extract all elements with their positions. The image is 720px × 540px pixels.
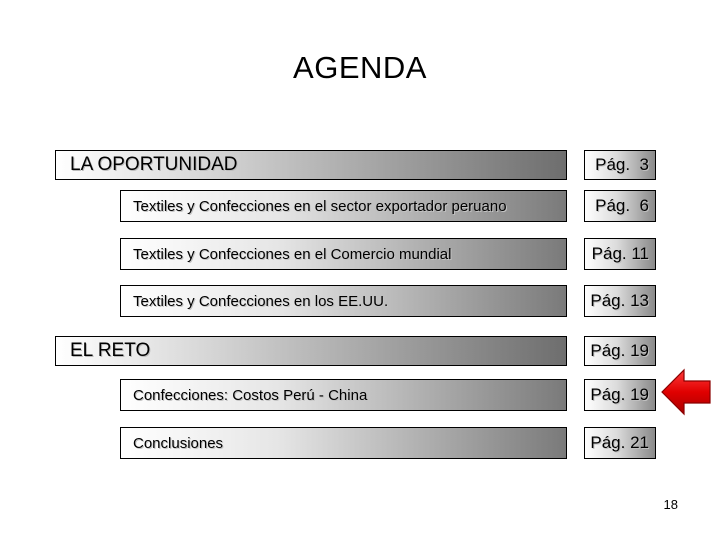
agenda-item-costos-page: Pág. 19 (584, 379, 656, 411)
left-arrow-icon (660, 368, 712, 416)
agenda-item-eeuu-page: Pág. 13 (584, 285, 656, 317)
section-reto: EL RETO (55, 336, 567, 366)
agenda-item-conclusiones: Conclusiones (120, 427, 567, 459)
section-reto-page: Pág. 19 (584, 336, 656, 366)
section-oportunidad-page: Pág. 3 (584, 150, 656, 180)
agenda-item-sector-exportador-page: Pág. 6 (584, 190, 656, 222)
agenda-item-comercio-mundial: Textiles y Confecciones en el Comercio mundial (120, 238, 567, 270)
agenda-item-conclusiones-page: Pág. 21 (584, 427, 656, 459)
section-oportunidad: LA OPORTUNIDAD (55, 150, 567, 180)
agenda-item-costos: Confecciones: Costos Perú - China (120, 379, 567, 411)
slide-number: 18 (663, 497, 678, 512)
page-title: AGENDA (293, 50, 427, 85)
agenda-item-comercio-mundial-page: Pág. 11 (584, 238, 656, 270)
agenda-item-eeuu: Textiles y Confecciones en los EE.UU. (120, 285, 567, 317)
agenda-item-sector-exportador: Textiles y Confecciones en el sector exportador peruano (120, 190, 567, 222)
